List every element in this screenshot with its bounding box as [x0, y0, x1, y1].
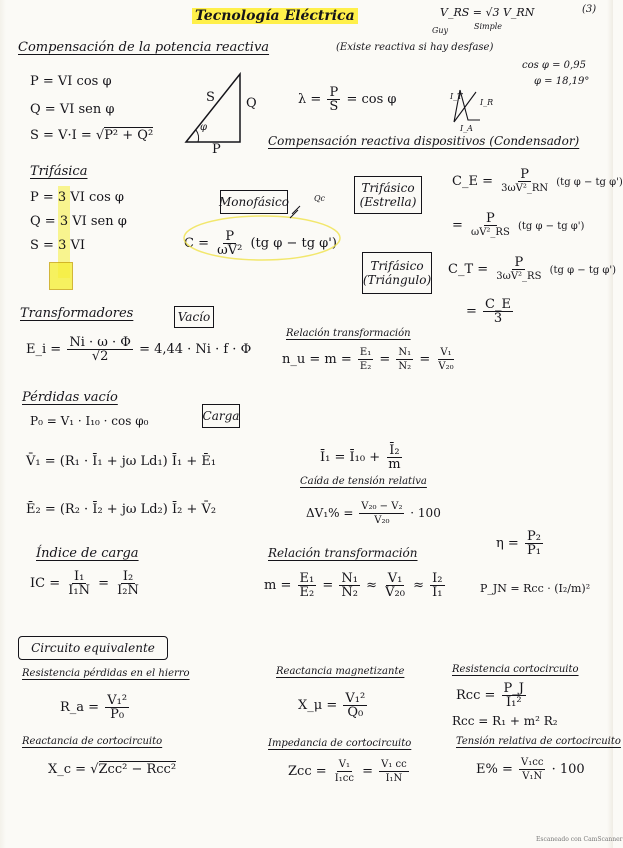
heading-relacion2: Relación transformación [268, 546, 418, 560]
lambda-num: P [329, 85, 339, 100]
ct2-den: 3 [493, 311, 503, 326]
ct-den: 3ωV²_RS [496, 271, 542, 282]
ct-left: C_T = [448, 262, 489, 277]
ce-left: C_E = [452, 174, 493, 189]
dv-left: ΔV₁% = [306, 506, 354, 520]
rcc-left: Rcc = [456, 688, 496, 703]
phi-value: φ = 18,19° [534, 76, 590, 87]
dv-right: · 100 [410, 506, 441, 520]
rel-n3: V₁ [440, 347, 452, 358]
zcc-d2: I₁N [385, 773, 403, 784]
ct2-left: = [466, 304, 477, 319]
zcc-n1: V₁ [338, 759, 350, 770]
mono-formula-ellipse [184, 216, 340, 260]
zcc-mid: = [362, 764, 373, 779]
heading-rcc: Resistencia cortocircuito [452, 664, 579, 675]
rel-d2: N₂ [398, 361, 412, 372]
ce2-num: P [486, 211, 495, 226]
i1-num: Ī₂ [389, 443, 400, 458]
note-simple: Simple [474, 22, 503, 31]
lambda-left: λ = [298, 92, 322, 107]
heading-relacion1: Relación transformación [286, 328, 411, 339]
heading-zcc: Impedancia de cortocircuito [268, 738, 412, 749]
phasor-label-ia: I_A [460, 124, 473, 133]
m-b: ≈ [366, 578, 378, 593]
tri-label-phi: φ [200, 122, 208, 133]
page-title: Tecnología Eléctrica [192, 8, 358, 24]
m-d2: N₂ [341, 585, 358, 600]
phasor-lines [454, 90, 480, 122]
i1-left: Ī₁ = Ī₁₀ + [320, 450, 381, 465]
dv-num: V₂₀ − V₂ [361, 501, 403, 512]
heading-circuito: Circuito equivalente [31, 641, 155, 655]
page-number: (3) [582, 4, 597, 15]
arrow-qc [290, 206, 300, 218]
note-vrs: V_RS = √3 V_RN [440, 6, 535, 19]
tri-eq-q: Q = 3 VI sen φ [30, 214, 127, 229]
rcc-num: P_J [503, 681, 524, 696]
m-n3: V₁ [387, 571, 403, 586]
ic-mid: = [98, 576, 110, 591]
c-num: P [225, 229, 235, 244]
phasor-label-in: I_R [480, 98, 494, 107]
ecc-den: V₁N [522, 771, 543, 782]
ct-num: P [514, 255, 524, 270]
box-monofasico: Monofásico [220, 190, 288, 214]
xcc-radicand: Zcc² − Rcc² [98, 762, 177, 777]
rel-d3: V₂₀ [438, 361, 454, 372]
tri-label-s: S [206, 90, 215, 105]
m-n4: I₂ [432, 571, 443, 586]
lambda-den: S [329, 99, 339, 114]
ce-den: 3ωV²_RN [501, 183, 549, 194]
eq-rcc2: Rcc = R₁ + m² R₂ [452, 714, 558, 728]
ce2-right: (tg φ − tg φ') [517, 221, 585, 232]
eq-s-radicand: P² + Q² [104, 128, 154, 143]
heading-ecc: Tensión relativa de cortocircuito [456, 736, 621, 747]
m-d4: I₁ [432, 585, 443, 600]
eq-p: P = VI cos φ [30, 74, 112, 89]
tri-eq-s: S = 3 VI [30, 238, 85, 253]
rcc-den: I₁² [505, 695, 522, 710]
m-left: m = [264, 578, 292, 593]
tri-label-p: P [212, 142, 221, 157]
zcc-d1: I₁cc [334, 773, 354, 784]
eta-num: P₂ [526, 529, 541, 544]
ct2-num: C_E [485, 297, 511, 312]
lambda-right: = cos φ [346, 92, 397, 107]
heading-compensacion: Compensación de la potencia reactiva [18, 40, 270, 55]
power-triangle [186, 74, 240, 142]
ic-d1: I₁N [68, 583, 90, 598]
note-guy: Guy [432, 26, 449, 35]
m-a: = [322, 578, 334, 593]
heading-xcc: Reactancia de cortocircuito [22, 736, 163, 747]
box-vacio: Vacío [174, 306, 214, 328]
rel-n2: N₁ [398, 347, 412, 358]
ct-right: (tg φ − tg φ') [549, 265, 617, 276]
ce-right: (tg φ − tg φ') [556, 177, 623, 188]
heading-rfe: Resistencia pérdidas en el hierro [22, 668, 190, 679]
eq-s-left: S = V·I = [30, 128, 96, 143]
m-d3: V₂₀ [385, 585, 405, 600]
ei-right: = 4,44 · Ni · f · Φ [139, 342, 252, 357]
zcc-left: Zcc = [288, 764, 327, 779]
ic-d2: I₂N [117, 583, 139, 598]
note-desfase: (Existe reactiva si hay desfase) [336, 42, 494, 53]
rel-mid: = [379, 352, 391, 367]
eta-left: η = [496, 536, 519, 551]
rfe-num: V₁² [107, 693, 128, 708]
rfe-left: R_a = [60, 700, 100, 715]
eq-q: Q = VI sen φ [30, 102, 115, 117]
c-den: ωV² [217, 243, 243, 258]
xcc-left: X_c = [48, 762, 91, 777]
heading-trifasica: Trifásica [30, 164, 88, 179]
rel-eq: = [419, 352, 431, 367]
m-n1: E₁ [299, 571, 315, 586]
c-left: C = [184, 236, 209, 251]
box-estrella: Trifásico (Estrella) [354, 176, 422, 214]
xcc-sqrt: √ [90, 762, 99, 777]
ecc-right: · 100 [551, 762, 585, 777]
ic-left: IC = [30, 576, 61, 591]
dv-den: V₂₀ [374, 515, 390, 526]
rel-left: n_u = m = [282, 352, 352, 367]
eta-den: P₁ [526, 543, 541, 558]
sqrt-sign: √ [95, 128, 105, 143]
heading-indice: Índice de carga [36, 546, 139, 561]
xm-num: V₁² [345, 691, 366, 706]
eq-p0: P₀ = V₁ · I₁₀ · cos φ₀ [30, 414, 149, 428]
box-triangulo: Trifásico (Triángulo) [362, 252, 432, 294]
m-d1: E₂ [299, 585, 315, 600]
ei-den: √2 [91, 349, 109, 364]
rel-n1: E₁ [359, 347, 372, 358]
m-n2: N₁ [341, 571, 358, 586]
ce2-left: = [452, 218, 463, 233]
i1-den: m [388, 457, 401, 472]
rfe-den: P₀ [110, 707, 125, 722]
scanner-watermark: Escaneado con CamScanner [536, 836, 623, 843]
label-qc: Qc [314, 194, 326, 203]
eq-pjn: P_JN = Rcc · (I₂/m)² [480, 582, 591, 595]
heading-compensacion-disp: Compensación reactiva dispositivos (Condensador) [268, 134, 580, 148]
ei-num: Ni · ω · Φ [69, 335, 131, 350]
tri-eq-p: P = 3 VI cos φ [30, 190, 124, 205]
ic-n2: I₂ [122, 569, 134, 584]
rel-d1: E₂ [359, 361, 372, 372]
heading-xm: Reactancia magnetizante [276, 666, 405, 677]
phasor-label-it: I_T [450, 92, 463, 101]
heading-transformadores: Transformadores [20, 306, 134, 321]
xm-den: Q₀ [347, 705, 364, 720]
tri-label-q: Q [246, 96, 257, 111]
xm-left: X_μ = [298, 698, 338, 713]
cos-value: cos φ = 0,95 [522, 60, 586, 71]
eq-v1: V̄₁ = (R₁ · Ī₁ + jω Ld₁) Ī₁ + Ē₁ [26, 454, 217, 469]
ecc-left: E% = [476, 762, 513, 777]
ecc-num: V₁cc [521, 757, 544, 768]
triangle-angle-arc [196, 130, 199, 142]
ce-num: P [520, 167, 529, 182]
c-right: (tg φ − tg φ') [250, 236, 337, 251]
heading-caida: Caída de tensión relativa [300, 476, 427, 487]
zcc-n2: V₁ cc [381, 759, 407, 770]
ei-left: E_i = [26, 342, 62, 357]
ce2-den: ωV²_RS [471, 227, 510, 238]
eq-e2: Ē₂ = (R₂ · Ī₂ + jω Ld₂) Ī₂ + V̄₂ [26, 502, 217, 517]
box-carga: Carga [202, 404, 240, 428]
heading-perdidas: Pérdidas vacío [22, 390, 118, 405]
ic-n1: I₁ [73, 569, 85, 584]
m-c: ≈ [413, 578, 425, 593]
